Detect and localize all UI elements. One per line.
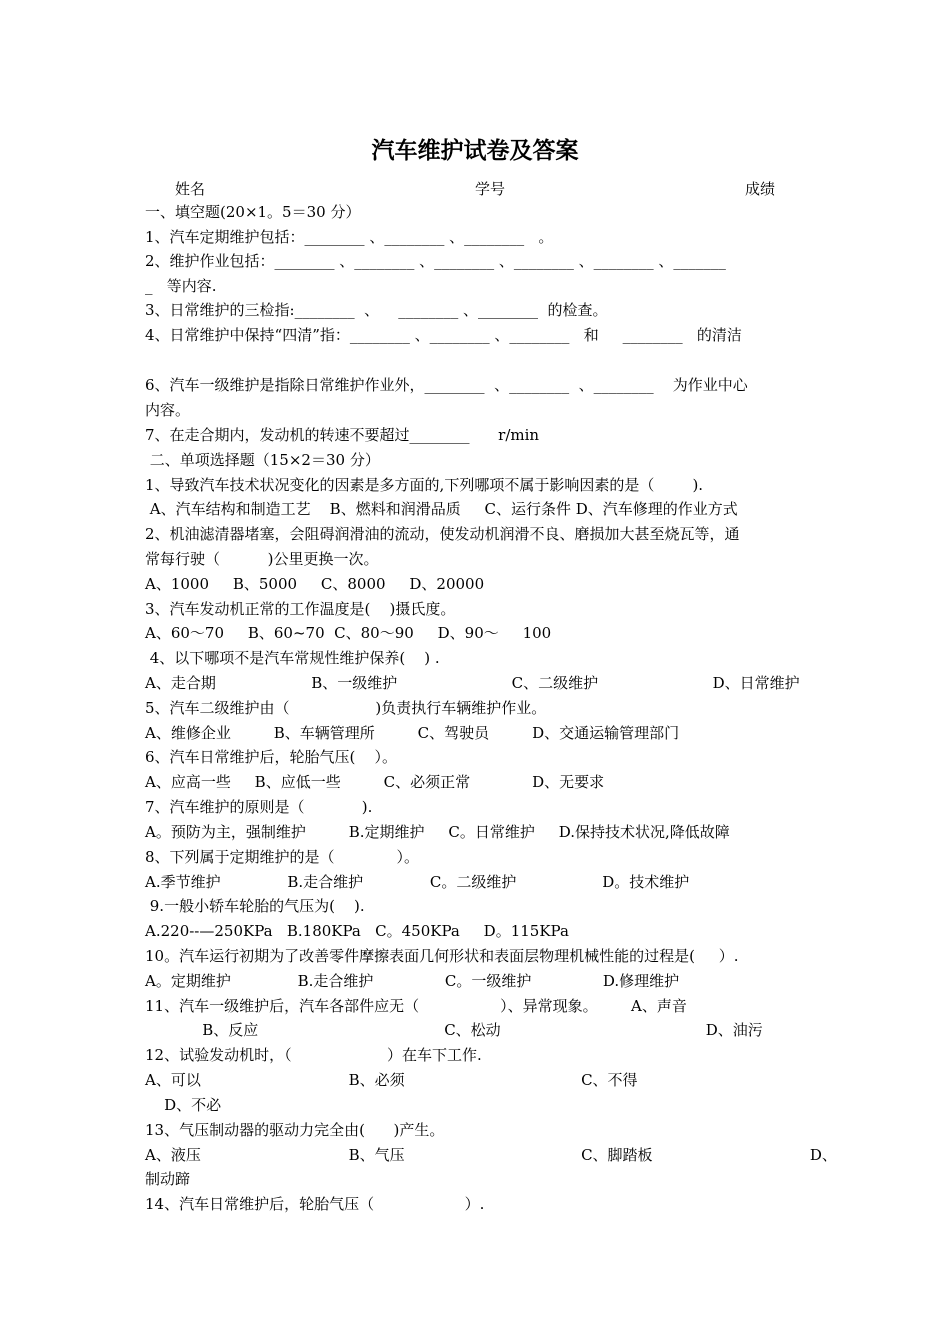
exam-line: 2、维护作业包括：________ 、________ 、________ 、________ 、________ 、_______: [145, 252, 726, 270]
exam-line: 13、气压制动器的驱动力完全由( )产生。: [145, 1121, 445, 1139]
exam-line: 8、下列属于定期维护的是（ ）。: [145, 848, 420, 866]
exam-line: A、维修企业 B、车辆管理所 C、驾驶员 D、交通运输管理部门: [145, 724, 680, 742]
exam-line: 6、汽车日常维护后，轮胎气压( ）。: [145, 748, 397, 766]
exam-line: 2、机油滤清器堵塞，会阻碍润滑油的流动，使发动机润滑不良、磨损加大甚至烧瓦等，通: [145, 525, 740, 543]
exam-line: 1、导致汽车技术状况变化的因素是多方面的,下列哪项不属于影响因素的是（ ).: [145, 476, 704, 494]
name-label: 姓名: [175, 180, 206, 198]
exam-line: B、反应 C、松动 D、油污: [145, 1021, 763, 1039]
exam-line: 9.一般小轿车轮胎的气压为( ).: [145, 897, 365, 915]
exam-line: 14、汽车日常维护后，轮胎气压（ ）.: [145, 1195, 485, 1213]
exam-line: A。预防为主，强制维护 B.定期维护 C。日常维护 D.保持技术状况,降低故障: [145, 823, 730, 841]
exam-line: 7、在走合期内，发动机的转速不要超过________ r/min: [145, 426, 540, 444]
exam-line: A、应高一些 B、应低一些 C、必须正常 D、无要求: [145, 773, 605, 791]
exam-line: 7、汽车维护的原则是（ ).: [145, 798, 373, 816]
exam-line: 内容。: [145, 401, 191, 419]
exam-line: A.220--—250KPa B.180KPa C。450KPa D。115KPa: [145, 922, 569, 940]
exam-line: A。定期维护 B.走合维护 C。一级维护 D.修理维护: [145, 972, 680, 990]
exam-line: A、60～70 B、60~70 C、80～90 D、90～ 100: [145, 624, 552, 642]
exam-line: 1、汽车定期维护包括：________ 、________ 、________ 。: [145, 228, 554, 246]
exam-line: D、不必: [145, 1096, 222, 1114]
exam-line: 10。汽车运行初期为了改善零件摩擦表面几何形状和表面层物理机械性能的过程是( ）.: [145, 947, 739, 965]
page-title: 汽车维护试卷及答案: [371, 137, 579, 164]
exam-line: 4、日常维护中保持“四清”指：________ 、________ 、________ 和 ________ 的清洁: [145, 326, 742, 344]
exam-line: A、可以 B、必须 C、不得: [145, 1071, 638, 1089]
score-label: 成绩: [745, 180, 776, 198]
exam-line: 4、以下哪项不是汽车常规性维护保养( ) .: [145, 649, 440, 667]
exam-line: 3、汽车发动机正常的工作温度是( )摄氏度。: [145, 600, 456, 618]
exam-line: A、走合期 B、一级维护 C、二级维护 D、日常维护: [145, 674, 800, 692]
exam-line: 5、汽车二级维护由（ )负责执行车辆维护作业。: [145, 699, 547, 717]
exam-line: 11、汽车一级维护后，汽车各部件应无（ ）、异常现象。 A、声音: [145, 997, 687, 1015]
exam-line: 制动蹄: [145, 1170, 191, 1188]
exam-line: 一、填空题(20×1。5＝30 分）: [145, 203, 361, 221]
exam-line: 常每行驶（ )公里更换一次。: [145, 550, 379, 568]
exam-line: 二、单项选择题（15×2＝30 分）: [145, 451, 380, 469]
exam-line: 12、试验发动机时，（ ）在车下工作.: [145, 1046, 482, 1064]
exam-line: 3、日常维护的三检指:________ 、 ________ 、________ 的检查。: [145, 301, 608, 319]
exam-line: _ 等内容.: [145, 277, 217, 295]
exam-line: A、汽车结构和制造工艺 B、燃料和润滑品质 C、运行条件 D、汽车修理的作业方式: [145, 500, 738, 518]
student-id-label: 学号: [475, 180, 506, 198]
exam-line: 6、汽车一级维护是指除日常维护作业外，________ 、________ 、________ 为作业中心: [145, 376, 748, 394]
exam-line: A.季节维护 B.走合维护 C。二级维护 D。技术维护: [145, 873, 690, 891]
exam-line: A、1000 B、5000 C、8000 D、20000: [145, 575, 485, 593]
exam-line: A、液压 B、气压 C、脚踏板 D、: [145, 1146, 837, 1164]
